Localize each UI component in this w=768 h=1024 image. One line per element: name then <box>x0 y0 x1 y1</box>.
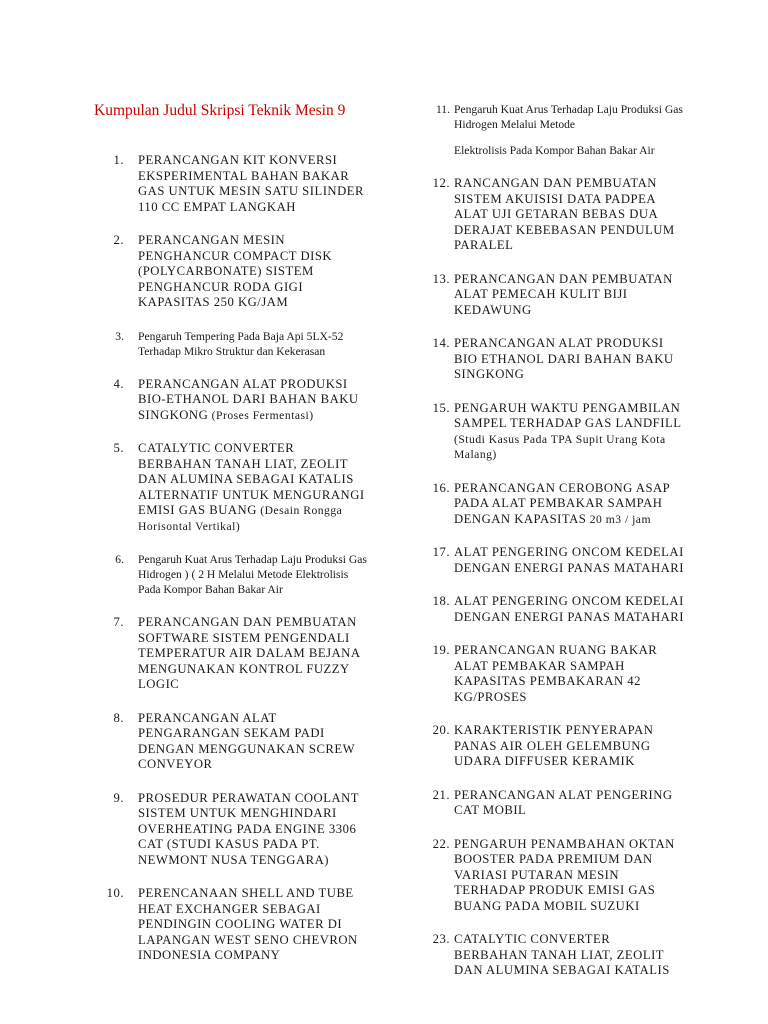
item-title: ALAT PENGERING ONCOM KEDELAI DENGAN ENERGI PANAS MATAHARI <box>454 594 684 624</box>
item-body <box>138 886 370 964</box>
item-body <box>138 153 370 215</box>
item-body <box>454 932 686 979</box>
item-text <box>454 932 686 979</box>
item-text <box>454 401 686 463</box>
item-title: Pengaruh Tempering Pada Baja Api 5LX-52 Terhadap Mikro Struktur dan Kekerasan <box>138 329 344 358</box>
item-number: 17. <box>432 545 450 559</box>
item-title: CATALYTIC CONVERTER BERBAHAN TANAH LIAT, ZEOLIT DAN ALUMINA SEBAGAI KATALIS ALTERNATIF UNTUK MENGURANGI EMISI GAS BUANG <box>138 441 365 517</box>
item-number: 10. <box>106 886 124 900</box>
item-number: 20. <box>432 723 450 737</box>
item-number: 7. <box>113 615 124 629</box>
list-item <box>414 481 686 528</box>
item-title: PENGARUH WAKTU PENGAMBILAN SAMPEL TERHADAP GAS LANDFILL <box>454 400 682 430</box>
item-number: 9. <box>113 790 124 805</box>
list-item <box>414 176 686 254</box>
item-title: Pengaruh Kuat Arus Terhadap Laju Produksi Gas Hidrogen ) ( 2 H Melalui Metode Elektrolisis Pada Kompor Bahan Bakar Air <box>138 553 367 596</box>
list-item <box>414 102 686 158</box>
item-number: 8. <box>113 710 124 725</box>
item-title: KARAKTERISTIK PENYERAPAN PANAS AIR OLEH GELEMBUNG UDARA DIFFUSER KERAMIK <box>454 723 654 768</box>
item-title: RANCANGAN DAN PEMBUATAN SISTEM AKUISISI DATA PADPEA ALAT UJI GETARAN BEBAS DUA DERAJAT KEBEBASAN PENDULUM PARALEL <box>454 176 675 252</box>
right-column-list <box>414 102 686 997</box>
list-item <box>414 272 686 319</box>
list-item <box>100 791 370 869</box>
item-body <box>454 481 686 528</box>
item-title: PERANCANGAN KIT KONVERSI EKSPERIMENTAL BAHAN BAKAR GAS UNTUK MESIN SATU SILINDER 110 CC EMPAT LANGKAH <box>138 153 364 214</box>
item-number: 3. <box>115 329 124 343</box>
item-body <box>138 552 370 597</box>
list-item <box>414 837 686 915</box>
item-title: PENGARUH PENAMBAHAN OKTAN BOOSTER PADA PREMIUM DAN VARIASI PUTARAN MESIN TERHADAP PRODUK EMISI GAS BUANG PADA MOBIL SUZUKI <box>454 836 675 913</box>
item-text <box>454 837 686 915</box>
item-text <box>138 711 370 773</box>
item-body <box>454 643 686 705</box>
list-item <box>100 441 370 534</box>
item-text <box>454 545 686 576</box>
item-title: PERANCANGAN RUANG BAKAR ALAT PEMBAKAR SAMPAH KAPASITAS PEMBAKARAN 42 KG/PROSES <box>454 643 658 704</box>
list-item <box>414 643 686 705</box>
item-text <box>138 552 370 597</box>
item-body <box>454 723 686 770</box>
item-number: 16. <box>432 480 450 495</box>
left-column-list <box>100 153 370 982</box>
list-item <box>100 711 370 773</box>
item-body <box>138 791 370 869</box>
item-number: 21. <box>432 787 450 802</box>
item-number: 13. <box>432 271 450 286</box>
list-item <box>414 401 686 463</box>
item-title: PERANCANGAN ALAT PENGARANGAN SEKAM PADI DENGAN MENGGUNAKAN SCREW CONVEYOR <box>138 710 355 771</box>
item-title: PERANCANGAN CEROBONG ASAP PADA ALAT PEMBAKAR SAMPAH DENGAN KAPASITAS <box>454 480 670 526</box>
item-text <box>454 643 686 705</box>
item-body <box>454 102 686 158</box>
item-number: 11. <box>435 103 450 116</box>
item-number: 19. <box>432 643 450 657</box>
item-body <box>454 837 686 915</box>
list-item <box>414 723 686 770</box>
item-title: PROSEDUR PERAWATAN COOLANT SISTEM UNTUK MENGHINDARI OVERHEATING PADA ENGINE 3306 CAT (STUDI KASUS PADA PT. NEWMONT NUSA TENGGARA) <box>138 790 359 867</box>
list-item <box>100 615 370 693</box>
item-number: 23. <box>432 932 450 946</box>
list-item <box>100 233 370 311</box>
item-text <box>138 615 370 693</box>
item-continuation: Elektrolisis Pada Kompor Bahan Bakar Air <box>454 144 655 157</box>
list-item <box>414 545 686 576</box>
item-number: 14. <box>432 336 450 350</box>
item-text <box>138 886 370 964</box>
item-subtitle: 20 m3 / jam <box>586 512 651 526</box>
list-item <box>100 886 370 964</box>
item-body <box>138 329 370 359</box>
item-text <box>138 153 370 215</box>
item-body <box>454 594 686 625</box>
item-number: 1. <box>113 153 124 167</box>
item-number: 4. <box>113 376 124 391</box>
item-text <box>454 723 686 770</box>
list-item <box>414 594 686 625</box>
item-body <box>138 233 370 311</box>
item-body <box>454 545 686 576</box>
item-number: 6. <box>115 553 124 566</box>
list-item <box>100 153 370 215</box>
item-title: ALAT PENGERING ONCOM KEDELAI DENGAN ENERGI PANAS MATAHARI <box>454 545 684 575</box>
item-title: PERANCANGAN ALAT PRODUKSI BIO ETHANOL DARI BAHAN BAKU SINGKONG <box>454 336 674 381</box>
item-title: Pengaruh Kuat Arus Terhadap Laju Produksi Gas Hidrogen Melalui Metode <box>454 103 683 131</box>
document-title: Kumpulan Judul Skripsi Teknik Mesin 9 <box>94 102 346 119</box>
item-number: 12. <box>432 176 450 190</box>
item-body <box>454 401 686 463</box>
list-item <box>100 552 370 597</box>
item-text <box>454 594 686 625</box>
list-item <box>100 377 370 424</box>
item-body <box>138 615 370 693</box>
item-body <box>454 272 686 319</box>
list-item <box>414 336 686 383</box>
list-item <box>414 788 686 819</box>
item-title: PERANCANGAN ALAT PENGERING CAT MOBIL <box>454 787 673 817</box>
item-number: 22. <box>432 836 450 851</box>
item-title: PERANCANGAN DAN PEMBUATAN ALAT PEMECAH KULIT BIJI KEDAWUNG <box>454 271 673 317</box>
item-text <box>454 176 686 254</box>
item-title: PERANCANGAN MESIN PENGHANCUR COMPACT DISK (POLYCARBONATE) SISTEM PENGHANCUR RODA GIGI KAPASITAS 250 KG/JAM <box>138 233 333 309</box>
item-number: 5. <box>113 441 124 455</box>
item-text <box>138 441 370 534</box>
item-body <box>454 176 686 254</box>
item-subtitle: (Studi Kasus Pada TPA Supit Urang Kota Malang) <box>454 432 666 461</box>
item-text <box>138 233 370 311</box>
item-subtitle: (Proses Fermentasi) <box>208 408 314 422</box>
item-subtitle: (Desain Rongga Horisontal Vertikal) <box>138 504 343 533</box>
item-body <box>138 377 370 424</box>
item-text <box>454 788 686 819</box>
item-text <box>454 102 686 132</box>
item-text <box>454 481 686 528</box>
item-body <box>138 711 370 773</box>
list-item <box>414 932 686 979</box>
item-number: 15. <box>432 400 450 415</box>
item-title: PERANCANGAN DAN PEMBUATAN SOFTWARE SISTEM PENGENDALI TEMPERATUR AIR DALAM BEJANA MENGUNAKAN KONTROL FUZZY LOGIC <box>138 615 360 691</box>
item-body <box>138 441 370 534</box>
item-text <box>454 336 686 383</box>
item-number: 18. <box>432 594 450 608</box>
item-title: PERENCANAAN SHELL AND TUBE HEAT EXCHANGER SEBAGAI PENDINGIN COOLING WATER DI LAPANGAN WEST SENO CHEVRON INDONESIA COMPANY <box>138 886 358 962</box>
item-text <box>138 377 370 424</box>
item-text <box>138 791 370 869</box>
item-text <box>138 329 370 359</box>
item-number: 2. <box>113 233 124 247</box>
item-body <box>454 336 686 383</box>
item-text <box>454 272 686 319</box>
item-title: PERANCANGAN ALAT PRODUKSI BIO-ETHANOL DARI BAHAN BAKU SINGKONG <box>138 376 359 422</box>
list-item <box>100 329 370 359</box>
item-title: CATALYTIC CONVERTER BERBAHAN TANAH LIAT, ZEOLIT DAN ALUMINA SEBAGAI KATALIS <box>454 932 670 977</box>
item-body <box>454 788 686 819</box>
